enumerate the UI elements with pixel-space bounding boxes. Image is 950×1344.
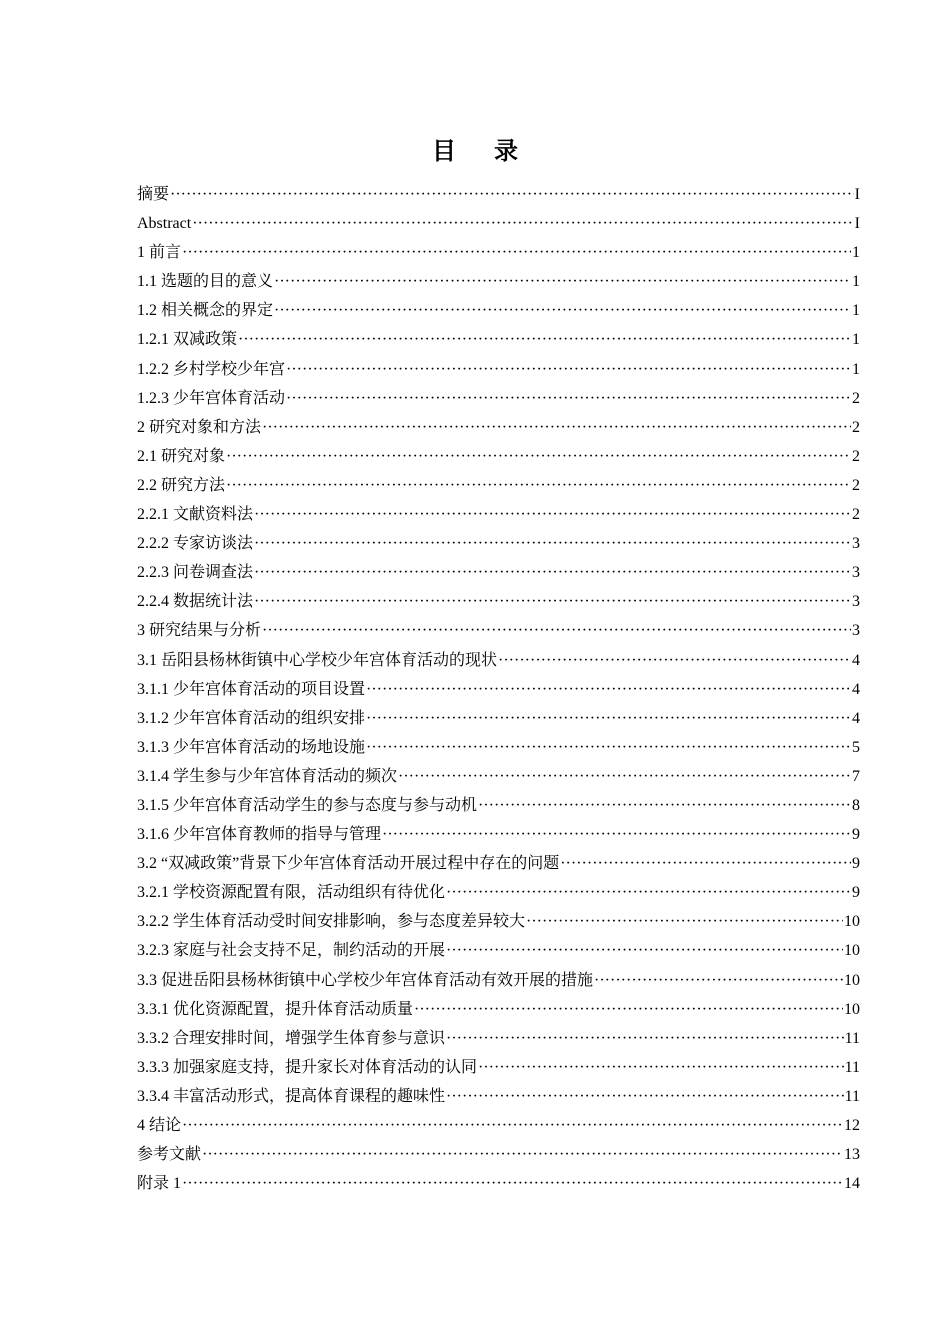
toc-leader-dots [254, 558, 851, 587]
toc-leader-dots [254, 500, 851, 529]
toc-entry[interactable] [137, 995, 860, 1024]
toc-entry[interactable] [137, 325, 860, 354]
toc-leader-dots [254, 529, 851, 558]
page-title: 目录 [432, 139, 556, 165]
toc-leader-dots [446, 878, 851, 907]
toc-entry-page-number: 2 [852, 506, 860, 524]
toc-entry-page-number: 7 [852, 767, 860, 785]
toc-entry-label: 1.1 选题的目的意义 [137, 273, 274, 291]
toc-leader-dots [498, 646, 851, 675]
toc-entry-label: 3.3.2 合理安排时间，增强学生体育参与意识 [137, 1029, 446, 1047]
toc-entry-page-number: 13 [844, 1146, 860, 1164]
toc-leader-dots [382, 820, 851, 849]
toc-entry[interactable] [137, 1082, 860, 1111]
toc-entry-label: 参考文献 [137, 1146, 202, 1164]
toc-entry-page-number: 14 [844, 1175, 860, 1193]
toc-entry[interactable] [137, 500, 860, 529]
toc-entry-page-number: 10 [844, 913, 860, 931]
toc-entry-page-number: 5 [852, 738, 860, 756]
toc-entry-label: 3.1.3 少年宫体育活动的场地设施 [137, 738, 366, 756]
toc-leader-dots [274, 296, 851, 325]
toc-entry-label: Abstract [137, 215, 192, 233]
toc-leader-dots [170, 180, 854, 209]
toc-entry[interactable] [137, 878, 860, 907]
toc-entry-label: 3.1.4 学生参与少年宫体育活动的频次 [137, 767, 398, 785]
toc-leader-dots [254, 587, 851, 616]
toc-entry[interactable] [137, 442, 860, 471]
toc-entry-page-number: 10 [844, 1000, 860, 1018]
toc-leader-dots [446, 1024, 844, 1053]
toc-entry-page-number: 3 [852, 593, 860, 611]
toc-entry-page-number: 3 [852, 564, 860, 582]
toc-entry[interactable] [137, 762, 860, 791]
toc-entry[interactable] [137, 820, 860, 849]
toc-leader-dots [182, 238, 851, 267]
toc-leader-dots [192, 209, 853, 238]
toc-leader-dots [526, 907, 843, 936]
toc-entry[interactable] [137, 413, 860, 442]
toc-entry-label: 1.2.1 双减政策 [137, 331, 238, 349]
toc-leader-dots [274, 267, 851, 296]
toc-entry-label: 1.2 相关概念的界定 [137, 302, 274, 320]
toc-leader-dots [398, 762, 851, 791]
toc-entry-label: 3.2.3 家庭与社会支持不足，制约活动的开展 [137, 942, 446, 960]
toc-entry-page-number: 2 [852, 418, 860, 436]
toc-entry-label: 1.2.2 乡村学校少年宫 [137, 360, 286, 378]
toc-entry-label: 2.2 研究方法 [137, 476, 226, 494]
table-of-contents [137, 180, 860, 1198]
toc-entry[interactable] [137, 1169, 860, 1198]
toc-leader-dots [594, 966, 843, 995]
toc-entry-page-number: 11 [844, 1058, 860, 1076]
toc-entry[interactable] [137, 1140, 860, 1169]
toc-leader-dots [366, 733, 851, 762]
toc-entry-label: 3.1.6 少年宫体育教师的指导与管理 [137, 826, 382, 844]
toc-entry-page-number: 2 [852, 447, 860, 465]
toc-entry[interactable] [137, 209, 860, 238]
toc-entry-page-number: 4 [852, 709, 860, 727]
toc-entry-label: 3.3.3 加强家庭支持，提升家长对体育活动的认同 [137, 1058, 478, 1076]
toc-entry[interactable] [137, 791, 860, 820]
toc-entry-page-number: I [854, 186, 860, 203]
toc-entry-label: 摘要 [137, 186, 170, 203]
toc-entry-page-number: 9 [852, 826, 860, 844]
toc-entry-label: 4 结论 [137, 1117, 182, 1134]
toc-entry[interactable] [137, 849, 860, 878]
toc-entry-page-number: 9 [852, 855, 860, 873]
toc-leader-dots [446, 1082, 844, 1111]
toc-entry-page-number: 3 [852, 535, 860, 553]
toc-entry-page-number: 8 [852, 796, 860, 814]
toc-leader-dots [366, 675, 851, 704]
toc-entry-page-number: 1 [852, 331, 860, 349]
toc-entry[interactable] [137, 675, 860, 704]
toc-entry-label: 2.2.4 数据统计法 [137, 593, 254, 611]
toc-entry[interactable] [137, 1053, 860, 1082]
toc-entry-page-number: 10 [844, 971, 860, 989]
toc-entry-label: 3.1.2 少年宫体育活动的组织安排 [137, 709, 366, 727]
toc-entry-label: 3.2.1 学校资源配置有限，活动组织有待优化 [137, 884, 446, 902]
toc-leader-dots [226, 471, 851, 500]
toc-entry[interactable] [137, 267, 860, 296]
toc-entry-label: 附录 1 [137, 1175, 182, 1193]
toc-leader-dots [446, 936, 843, 965]
toc-entry-label: 2.2.3 问卷调查法 [137, 564, 254, 582]
toc-entry-page-number: 9 [852, 884, 860, 902]
toc-entry-page-number: 2 [852, 389, 860, 407]
toc-entry-page-number: 1 [852, 360, 860, 378]
toc-entry-label: 1 前言 [137, 244, 182, 262]
toc-entry-label: 3.3 促进岳阳县杨林街镇中心学校少年宫体育活动有效开展的措施 [137, 971, 594, 989]
toc-entry-label: 3.1.1 少年宫体育活动的项目设置 [137, 680, 366, 698]
toc-entry-label: 3.1 岳阳县杨林街镇中心学校少年宫体育活动的现状 [137, 651, 498, 669]
toc-entry-label: 3.3.1 优化资源配置，提升体育活动质量 [137, 1000, 414, 1018]
toc-entry-page-number: 12 [844, 1117, 860, 1134]
toc-entry[interactable] [137, 616, 860, 645]
toc-entry-label: 2 研究对象和方法 [137, 418, 262, 436]
toc-entry-label: 3.3.4 丰富活动形式，提高体育课程的趣味性 [137, 1087, 446, 1105]
toc-entry-page-number: 1 [852, 273, 860, 291]
toc-entry[interactable] [137, 587, 860, 616]
toc-entry-page-number: 1 [852, 244, 860, 262]
toc-leader-dots [262, 413, 851, 442]
toc-entry[interactable] [137, 180, 860, 209]
toc-entry[interactable] [137, 238, 860, 267]
toc-entry[interactable] [137, 471, 860, 500]
toc-entry-page-number: 4 [852, 651, 860, 669]
toc-entry[interactable] [137, 907, 860, 936]
toc-entry[interactable] [137, 355, 860, 384]
toc-entry[interactable] [137, 936, 860, 965]
toc-leader-dots [286, 384, 851, 413]
toc-entry-page-number: 4 [852, 680, 860, 698]
toc-leader-dots [182, 1169, 843, 1198]
toc-entry-label: 3.1.5 少年宫体育活动学生的参与态度与参与动机 [137, 796, 478, 814]
toc-entry-page-number: I [854, 215, 860, 233]
toc-entry-page-number: 11 [844, 1087, 860, 1105]
toc-leader-dots [182, 1111, 843, 1140]
toc-entry[interactable] [137, 529, 860, 558]
toc-leader-dots [366, 704, 851, 733]
toc-entry[interactable] [137, 384, 860, 413]
toc-entry-label: 1.2.3 少年宫体育活动 [137, 389, 286, 407]
toc-leader-dots [202, 1140, 843, 1169]
toc-entry-label: 2.2.1 文献资料法 [137, 506, 254, 524]
toc-leader-dots [414, 995, 843, 1024]
toc-entry[interactable] [137, 966, 860, 995]
toc-entry-page-number: 2 [852, 476, 860, 494]
toc-leader-dots [286, 355, 851, 384]
toc-entry[interactable] [137, 646, 860, 675]
toc-entry[interactable] [137, 296, 860, 325]
toc-entry-label: 3.2 “双减政策”背景下少年宫体育活动开展过程中存在的问题 [137, 855, 560, 873]
toc-leader-dots [226, 442, 851, 471]
toc-entry-page-number: 3 [852, 622, 860, 640]
toc-entry-label: 2.2.2 专家访谈法 [137, 535, 254, 553]
toc-entry[interactable] [137, 1024, 860, 1053]
toc-entry[interactable] [137, 1111, 860, 1140]
toc-entry-label: 3 研究结果与分析 [137, 622, 262, 640]
toc-leader-dots [560, 849, 851, 878]
toc-entry[interactable] [137, 704, 860, 733]
toc-leader-dots [478, 791, 851, 820]
toc-entry[interactable] [137, 558, 860, 587]
toc-entry-page-number: 11 [844, 1029, 860, 1047]
toc-entry-page-number: 1 [852, 302, 860, 320]
toc-leader-dots [478, 1053, 844, 1082]
toc-entry-page-number: 10 [844, 942, 860, 960]
toc-leader-dots [262, 616, 851, 645]
toc-entry[interactable] [137, 733, 860, 762]
toc-entry-label: 3.2.2 学生体育活动受时间安排影响，参与态度差异较大 [137, 913, 526, 931]
toc-leader-dots [238, 325, 851, 354]
toc-entry-label: 2.1 研究对象 [137, 447, 226, 465]
